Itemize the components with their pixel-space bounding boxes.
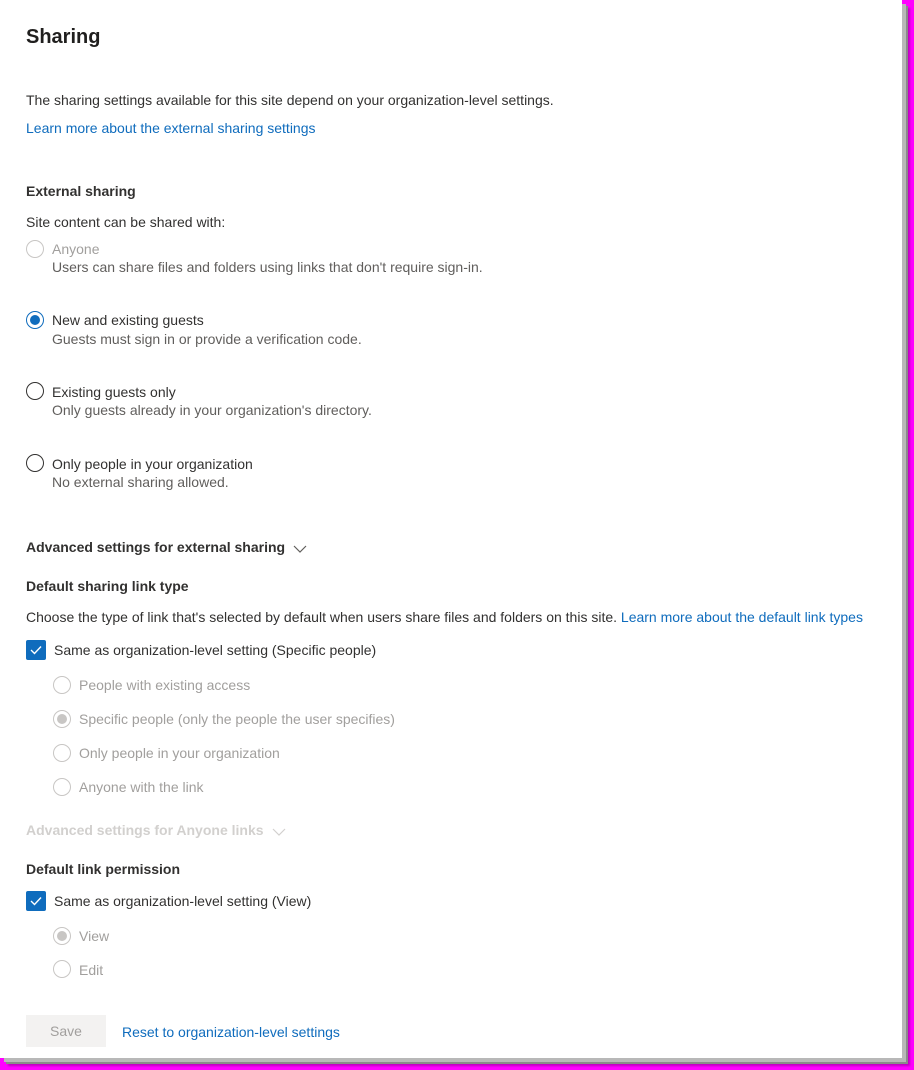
radio-label: People with existing access	[79, 677, 251, 693]
radio-edit	[53, 960, 71, 978]
radio-label: Anyone	[52, 241, 100, 257]
checkbox-label[interactable]: Same as organization-level setting (View)	[54, 893, 312, 909]
advanced-anyone-links-toggle	[26, 822, 286, 839]
reset-to-org-settings-link[interactable]: Reset to organization-level settings	[122, 1024, 340, 1040]
radio-anyone-with-link	[53, 778, 71, 796]
external-sharing-learn-more-link[interactable]: Learn more about the external sharing settings	[26, 120, 316, 136]
radio-label[interactable]: Only people in your organization	[52, 456, 253, 472]
radio-description: Guests must sign in or provide a verification code.	[52, 331, 362, 347]
radio-description: Only guests already in your organization's directory.	[52, 402, 372, 418]
default-link-type-heading: Default sharing link type	[26, 578, 189, 594]
radio-label: View	[79, 928, 110, 944]
checkbox-permission[interactable]	[26, 891, 46, 911]
default-link-type-description	[26, 609, 863, 625]
default-link-types-learn-more-link[interactable]: Learn more about the default link types	[620, 609, 863, 625]
radio-description: Users can share files and folders using links that don't require sign-in.	[52, 259, 483, 275]
default-link-type-text: Choose the type of link that's selected by default when users share files and folders on this site.	[26, 609, 618, 625]
page-title: Sharing	[26, 26, 101, 48]
radio-specific-people	[53, 710, 71, 728]
radio-label: Anyone with the link	[79, 779, 204, 795]
advanced-anyone-links-label: Advanced settings for Anyone links	[26, 822, 264, 838]
checkmark-icon	[29, 894, 43, 908]
radio-existing-guests-only[interactable]	[26, 382, 44, 400]
radio-label[interactable]: New and existing guests	[52, 312, 204, 328]
chevron-down-icon	[272, 823, 286, 839]
advanced-external-sharing-label: Advanced settings for external sharing	[26, 539, 286, 555]
external-sharing-prompt: Site content can be shared with:	[26, 214, 226, 230]
checkmark-icon	[29, 643, 43, 657]
radio-description: No external sharing allowed.	[52, 474, 229, 490]
radio-only-people-in-org[interactable]	[26, 454, 44, 472]
save-button[interactable]: Save	[26, 1015, 106, 1047]
default-link-permission-heading: Default link permission	[26, 861, 181, 877]
radio-people-with-existing-access	[53, 676, 71, 694]
radio-view	[53, 927, 71, 945]
intro-text: The sharing settings available for this site depend on your organization-level settings.	[26, 92, 554, 108]
radio-only-people-in-org-link	[53, 744, 71, 762]
radio-anyone	[26, 240, 44, 258]
chevron-down-icon	[293, 540, 307, 556]
external-sharing-heading: External sharing	[26, 183, 136, 199]
radio-label: Only people in your organization	[79, 745, 280, 761]
checkbox-label[interactable]: Same as organization-level setting (Specific people)	[54, 642, 377, 658]
radio-label: Specific people (only the people the user specifies)	[79, 711, 395, 727]
radio-label: Edit	[79, 962, 104, 978]
radio-label[interactable]: Existing guests only	[52, 384, 176, 400]
radio-new-and-existing-guests[interactable]	[26, 311, 44, 329]
advanced-external-sharing-toggle[interactable]	[26, 539, 307, 556]
checkbox-link-type[interactable]	[26, 640, 46, 660]
